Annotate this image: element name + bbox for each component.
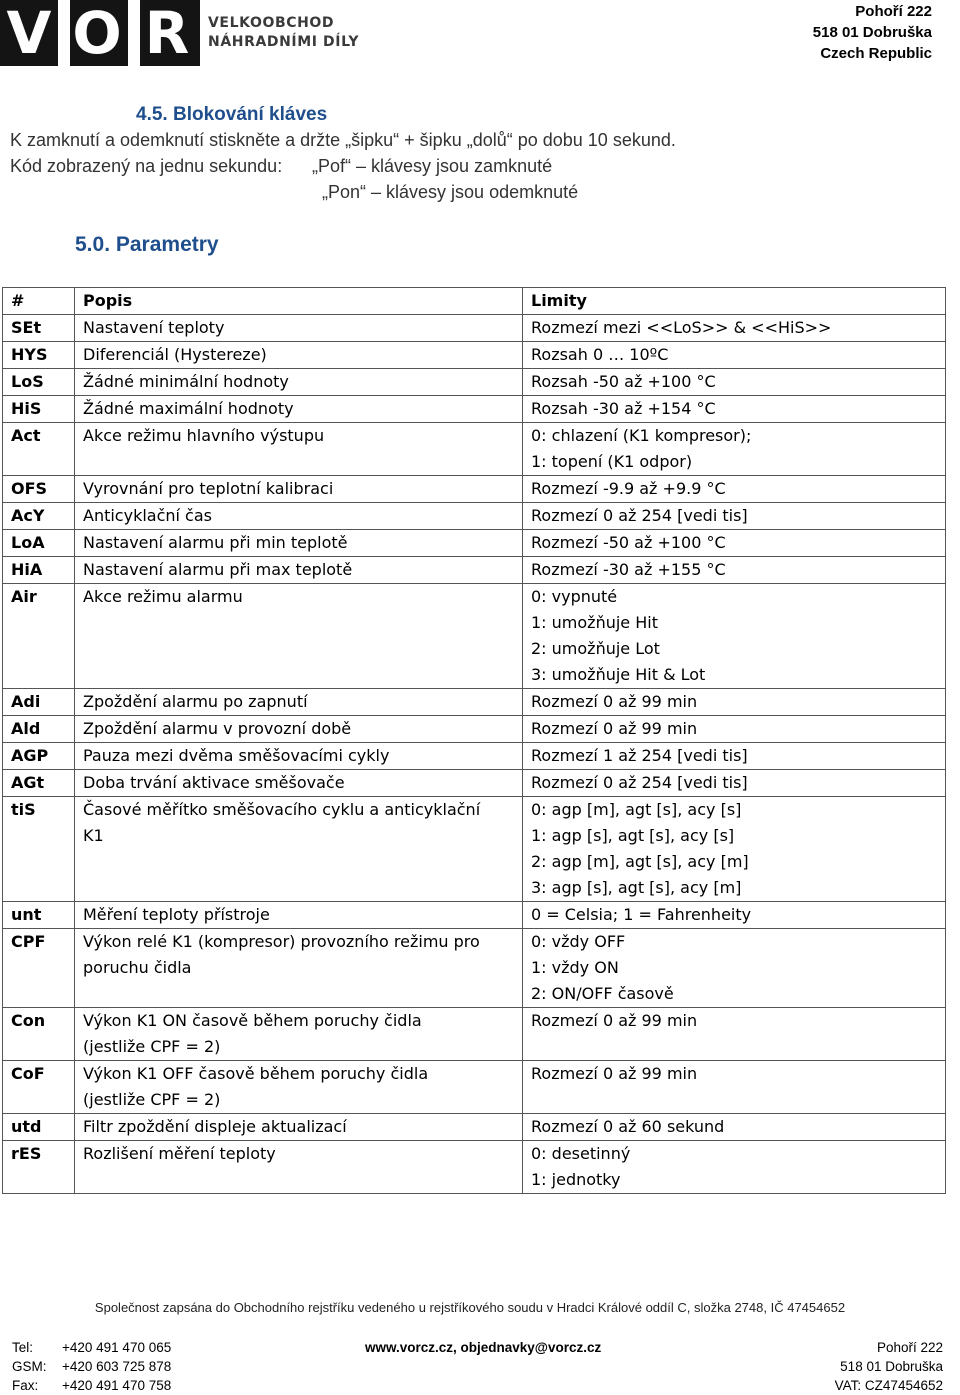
parameter-limits <box>523 797 946 902</box>
limits-line: Rozmezí -50 až +100 °C <box>531 533 726 552</box>
parameter-limits <box>523 396 946 423</box>
header-address <box>813 1 932 64</box>
column-header: Popis <box>75 288 523 315</box>
parameter-limits <box>523 584 946 689</box>
parameter-code: LoA <box>3 530 75 557</box>
description-line: Výkon K1 OFF časově během poruchy čidla <box>83 1064 429 1083</box>
parameter-description <box>75 929 523 1008</box>
limits-line: Rozmezí -9.9 až +9.9 °C <box>531 479 726 498</box>
limits-line: 0: vždy OFF <box>531 932 626 951</box>
description-line: Rozlišení měření teploty <box>83 1144 276 1163</box>
limits-line: 1: jednotky <box>531 1170 621 1189</box>
footer-web-email[interactable]: www.vorcz.cz, objednavky@vorcz.cz <box>365 1340 602 1355</box>
parameter-description <box>75 1114 523 1141</box>
table-row <box>3 770 946 797</box>
limits-line: 0: vypnuté <box>531 587 618 606</box>
description-line: poruchu čidla <box>83 958 192 977</box>
parameter-code: AcY <box>3 503 75 530</box>
parameter-description <box>75 584 523 689</box>
parameter-description <box>75 396 523 423</box>
description-line: Zpoždění alarmu po zapnutí <box>83 692 308 711</box>
parameter-code: LoS <box>3 369 75 396</box>
description-line: Zpoždění alarmu v provozní době <box>83 719 352 738</box>
table-row <box>3 902 946 929</box>
table-row <box>3 476 946 503</box>
parameter-code: CoF <box>3 1061 75 1114</box>
table-row <box>3 929 946 1008</box>
parameter-limits <box>523 369 946 396</box>
table-row <box>3 530 946 557</box>
logo-letter-v: V <box>6 0 52 67</box>
column-header: Limity <box>523 288 946 315</box>
description-line: Anticyklační čas <box>83 506 212 525</box>
table-row <box>3 557 946 584</box>
parameter-description <box>75 557 523 584</box>
parameter-limits <box>523 315 946 342</box>
description-line: (jestliže CPF = 2) <box>83 1090 221 1109</box>
table-row <box>3 369 946 396</box>
parameter-description <box>75 342 523 369</box>
address-line: 518 01 Dobruška <box>812 24 932 41</box>
table-row <box>3 743 946 770</box>
description-line: Akce režimu alarmu <box>83 587 243 606</box>
parameter-code: AGt <box>3 770 75 797</box>
parameter-description <box>75 902 523 929</box>
table-row <box>3 797 946 902</box>
parameter-description <box>75 689 523 716</box>
address-line: Pohoří 222 <box>855 3 932 20</box>
parameter-description <box>75 770 523 797</box>
description-line: Výkon relé K1 (kompresor) provozního režimu pro <box>83 932 480 951</box>
parameter-description <box>75 369 523 396</box>
parameter-limits <box>523 716 946 743</box>
table-row <box>3 396 946 423</box>
table-row <box>3 1141 946 1194</box>
parameter-limits <box>523 342 946 369</box>
parameter-description <box>75 476 523 503</box>
limits-line: 0 = Celsia; 1 = Fahrenheity <box>531 905 752 924</box>
footer-phone: Tel: +420 491 470 065 <box>12 1340 172 1355</box>
parameter-limits <box>523 1114 946 1141</box>
company-registration: Společnost zapsána do Obchodního rejstříku vedeného u rejstříkového soudu v Hradci Králové oddíl C, složka 2748, IČ 47454652 <box>94 1300 846 1315</box>
parameter-code: utd <box>3 1114 75 1141</box>
parameter-code: rES <box>3 1141 75 1194</box>
parameter-code: AGP <box>3 743 75 770</box>
description-line: Diferenciál (Hystereze) <box>83 345 267 364</box>
vor-logo <box>0 0 200 66</box>
description-line: (jestliže CPF = 2) <box>83 1037 221 1056</box>
description-line: Vyrovnání pro teplotní kalibraci <box>83 479 334 498</box>
description-line: Žádné minimální hodnoty <box>83 372 289 391</box>
parameter-limits <box>523 929 946 1008</box>
limits-line: Rozmezí 0 až 254 [vedi tis] <box>531 773 748 792</box>
parameter-limits <box>523 743 946 770</box>
footer-address-line: Pohoří 222 <box>876 1340 943 1355</box>
table-row <box>3 1114 946 1141</box>
parameter-code: HiS <box>3 396 75 423</box>
footer-vat: VAT: CZ47454652 <box>834 1378 943 1393</box>
parameter-description <box>75 315 523 342</box>
limits-line: Rozmezí 0 až 99 min <box>531 719 698 738</box>
limits-line: Rozsah -30 až +154 °C <box>531 399 716 418</box>
footer-fax: Fax: +420 491 470 758 <box>12 1378 172 1393</box>
limits-line: Rozmezí 1 až 254 [vedi tis] <box>531 746 748 765</box>
logo-letter-r: R <box>144 0 190 67</box>
description-line: Akce režimu hlavního výstupu <box>83 426 325 445</box>
parameter-code: Air <box>3 584 75 689</box>
description-line: Časové měřítko směšovacího cyklu a anticyklační <box>83 800 481 819</box>
parameter-limits <box>523 689 946 716</box>
table-row <box>3 423 946 476</box>
limits-line: 3: agp [s], agt [s], acy [m] <box>531 878 742 897</box>
limits-line: Rozmezí 0 až 60 sekund <box>531 1117 725 1136</box>
parameter-description <box>75 797 523 902</box>
description-line: Měření teploty přístroje <box>83 905 270 924</box>
limits-line: 2: umožňuje Lot <box>531 639 660 658</box>
paragraph-line: K zamknutí a odemknutí stiskněte a držte „šipku“ + šipku „dolů“ po dobu 10 sekund. <box>10 130 676 150</box>
parameter-code: HYS <box>3 342 75 369</box>
limits-line: Rozsah -50 až +100 °C <box>531 372 716 391</box>
parameter-code: Ald <box>3 716 75 743</box>
table-header-row <box>3 288 946 315</box>
limits-line: Rozmezí mezi <<LoS>> & <<HiS>> <box>531 318 832 337</box>
section-heading-parameters: 5.0. Parametry <box>75 233 219 256</box>
parameter-limits <box>523 1008 946 1061</box>
footer-address-line: 518 01 Dobruška <box>840 1359 943 1374</box>
parameter-code: Act <box>3 423 75 476</box>
parameter-limits <box>523 557 946 584</box>
paragraph-value: „Pof“ – klávesy jsou zamknuté <box>312 156 553 176</box>
parameter-description <box>75 743 523 770</box>
limits-line: 0: chlazení (K1 kompresor); <box>531 426 752 445</box>
parameter-limits <box>523 503 946 530</box>
description-line: Žádné maximální hodnoty <box>83 399 294 418</box>
parameter-description <box>75 1008 523 1061</box>
table-row <box>3 1008 946 1061</box>
footer-address <box>835 1338 943 1395</box>
parameter-description <box>75 1061 523 1114</box>
logo-letter-o: O <box>72 0 122 67</box>
table-row <box>3 716 946 743</box>
parameter-limits <box>523 476 946 503</box>
footer-gsm: GSM: +420 603 725 878 <box>12 1359 172 1374</box>
description-line: Doba trvání aktivace směšovače <box>83 773 345 792</box>
parameter-code: CPF <box>3 929 75 1008</box>
brand-line-1: VELKOOBCHOD <box>208 15 335 31</box>
limits-line: 0: agp [m], agt [s], acy [s] <box>531 800 742 819</box>
limits-line: Rozsah 0 … 10ºC <box>531 345 669 364</box>
description-line: K1 <box>83 826 104 845</box>
section-heading-key-lock: 4.5. Blokování kláves <box>136 104 328 125</box>
table-row <box>3 689 946 716</box>
parameter-code: SEt <box>3 315 75 342</box>
table-row <box>3 1061 946 1114</box>
column-header: # <box>3 288 75 315</box>
table-row <box>3 503 946 530</box>
parameter-code: HiA <box>3 557 75 584</box>
parameter-limits <box>523 530 946 557</box>
limits-line: 2: ON/OFF časově <box>531 984 674 1003</box>
parameter-description <box>75 530 523 557</box>
parameter-code: Adi <box>3 689 75 716</box>
table-row <box>3 342 946 369</box>
description-line: Nastavení teploty <box>83 318 225 337</box>
limits-line: 3: umožňuje Hit & Lot <box>531 665 706 684</box>
parameter-description <box>75 1141 523 1194</box>
table-row <box>3 315 946 342</box>
parameter-limits <box>523 1061 946 1114</box>
paragraph-value: „Pon“ – klávesy jsou odemknuté <box>322 182 579 202</box>
parameter-limits <box>523 770 946 797</box>
limits-line: 0: desetinný <box>531 1144 631 1163</box>
paragraph-label: Kód zobrazený na jednu sekundu: <box>10 156 283 176</box>
parameter-description <box>75 503 523 530</box>
parameter-limits <box>523 1141 946 1194</box>
limits-line: 2: agp [m], agt [s], acy [m] <box>531 852 749 871</box>
parameter-code: unt <box>3 902 75 929</box>
parameters-table <box>2 287 946 1194</box>
limits-line: 1: topení (K1 odpor) <box>531 452 693 471</box>
description-line: Nastavení alarmu při max teplotě <box>83 560 353 579</box>
parameter-limits <box>523 902 946 929</box>
footer-contacts <box>12 1338 171 1395</box>
limits-line: Rozmezí 0 až 254 [vedi tis] <box>531 506 748 525</box>
description-line: Filtr zpoždění displeje aktualizací <box>83 1117 347 1136</box>
limits-line: Rozmezí 0 až 99 min <box>531 692 698 711</box>
description-line: Výkon K1 ON časově během poruchy čidla <box>83 1011 422 1030</box>
description-line: Pauza mezi dvěma směšovacími cykly <box>83 746 390 765</box>
limits-line: 1: umožňuje Hit <box>531 613 658 632</box>
limits-line: Rozmezí 0 až 99 min <box>531 1064 698 1083</box>
description-line: Nastavení alarmu při min teplotě <box>83 533 348 552</box>
limits-line: 1: vždy ON <box>531 958 619 977</box>
parameter-limits <box>523 423 946 476</box>
parameter-code: OFS <box>3 476 75 503</box>
parameter-description <box>75 423 523 476</box>
parameter-code: Con <box>3 1008 75 1061</box>
table-row <box>3 584 946 689</box>
limits-line: Rozmezí 0 až 99 min <box>531 1011 698 1030</box>
limits-line: Rozmezí -30 až +155 °C <box>531 560 726 579</box>
limits-line: 1: agp [s], agt [s], acy [s] <box>531 826 735 845</box>
parameter-description <box>75 716 523 743</box>
address-line: Czech Republic <box>820 45 932 62</box>
brand-name <box>208 14 359 52</box>
parameter-code: tiS <box>3 797 75 902</box>
brand-line-2: NÁHRADNÍMI DÍLY <box>208 34 360 50</box>
